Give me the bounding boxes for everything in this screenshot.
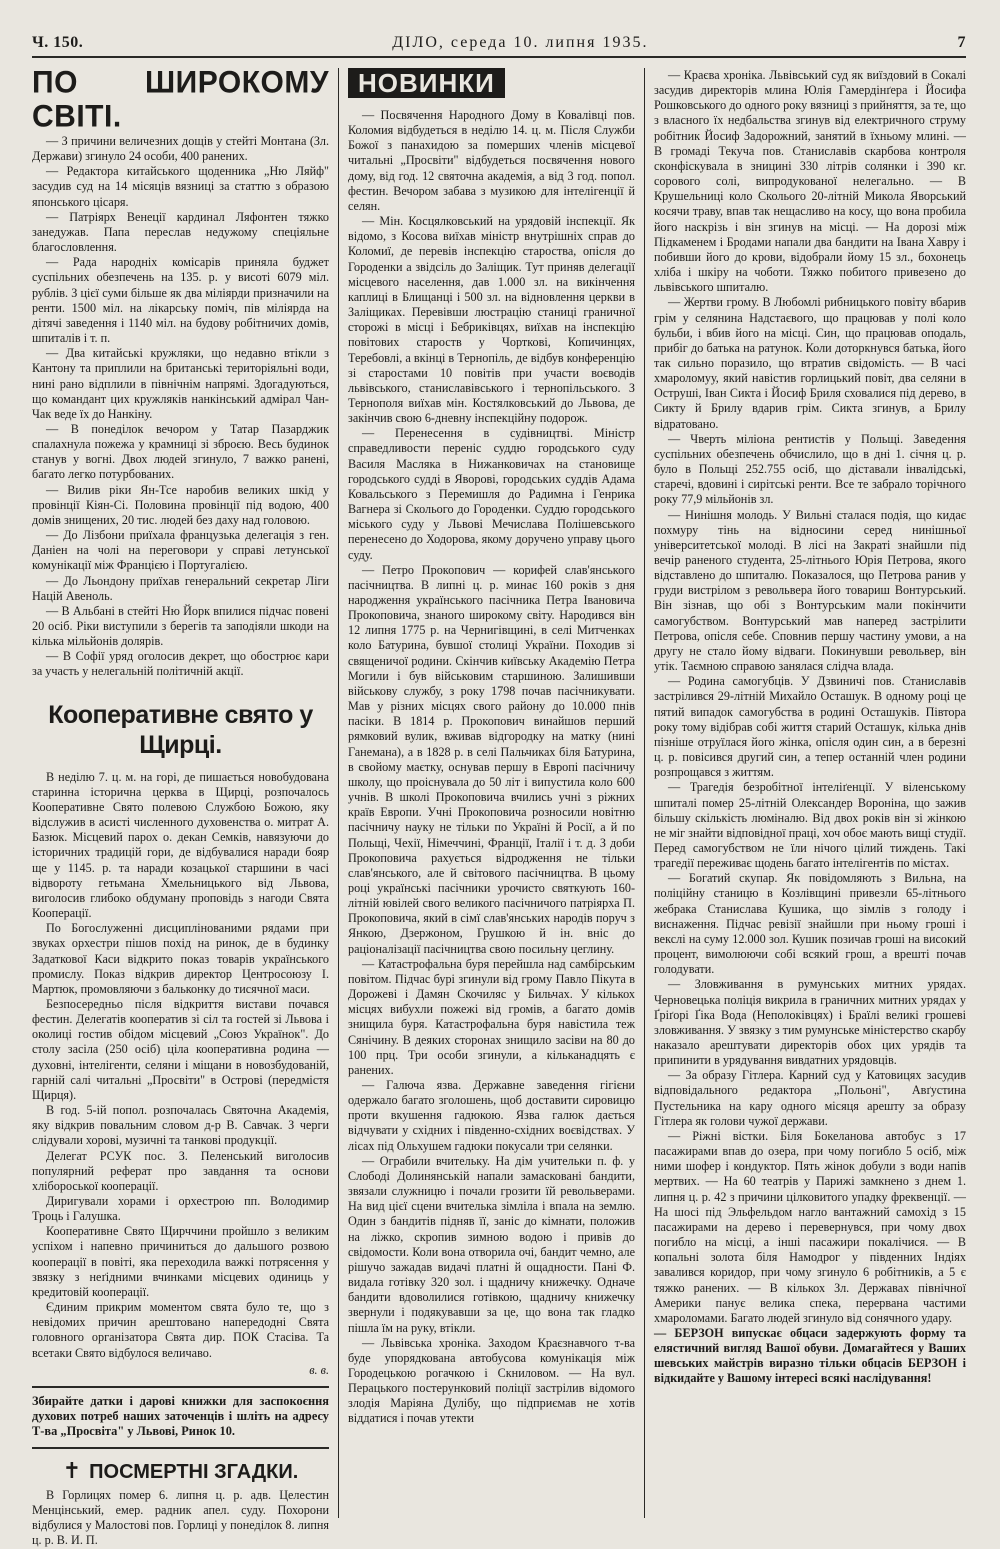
masthead (32, 30, 966, 58)
article-paragraph: — Редактора китайського щоденника „Ню Ляйф" засудив суд на 14 місяців вязниці за статтю з образою японського цісаря. (32, 164, 329, 209)
coop-festival-heading: Кооперативне свято у Щирці. (48, 700, 313, 759)
article-paragraph: — Родина самогубців. У Дзвиничі пов. Станиславів застрілився 29-літній Михайло Осташук. В одному році це пятий випадок самогубства в родині Осташуків. Півтора року тому відібрав собі життя старий Осташук, кілька днів пізніше отруїлася його жінка, опісля один син, а в березні ц. р. повісився другий син, а тепер останній член родини розпрощався з життям. (654, 674, 966, 780)
article-paragraph: — Рада народніх комісарів приняла буджет суспільних обезпечень на 135. р. у висоті 6079 міл. рублів. З цієї суми більше як два міліярди призначили на ренти. 1500 міл. на лікарську поміч, пів міліярда на дітячі заведення і 1140 міл. на будову робітничих домів, шпиталів і т. п. (32, 255, 329, 346)
obituary-heading (32, 1459, 329, 1484)
coop-festival-body (32, 770, 329, 1361)
article-paragraph: В Горлицях помер 6. липня ц. р. адв. Целестин Менцінський, емер. радник апел. суду. Похорони відбулися у Малостові пов. Горлиці у понеділок 8. липня ц. р. В. И. П. (32, 1487, 329, 1548)
issue-number: Ч. 150. (32, 34, 84, 51)
chronicle-body (654, 68, 966, 1326)
cross-icon: ✝ (62, 1457, 82, 1483)
article-paragraph: — Львівська хроніка. Заходом Краєзнавчого т-ва буде упорядкована автобусова комунікація між Городецькою рогачкою і Скниловом. — На вул. Перацького постерунковий поліції застрілив відомого злодія Маріяна Дулібу, що підприємав не хотів віддатися і почав утекти (348, 1335, 635, 1426)
article-paragraph: — Трагедія безробітної інтеліґенції. У віленському шпиталі помер 25-літній Олександер Вороніна, що зажив більшу скількість люміналю. Від двох років він зі жінкою не міг знайти відповідної праці, хоч обоє мають вищі студії. Перед самогубством не їли нічого цілий тиждень. Такі трагедії переживає щодень багато інтелігентів по містах. (654, 780, 966, 871)
article-paragraph: Безпосередньо після відкриття вистави почався фестин. Делегатів кооператив зі сіл та гостей зі Львова і околиці гостив обідом місцевий „Союз Українок". До столу засіла (250 осіб) ціла кооперативна родина — духовні, інтелігенти, селяни і міщани в новозбудованій, гарній салі читальні „Просвіти" в Острові (передмістя Щирця). (32, 996, 329, 1102)
article-paragraph: — В Софії уряд оголосив декрет, що обострює кари за участь у нелегальній політичній акції. (32, 649, 329, 679)
prosvita-notice: Збирайте датки і дарові книжки для заспокоєння духових потреб наших заточенців і шліть на адресу Т-ва „Просвіта" у Львові, Ринок 10. (32, 1393, 329, 1438)
news-body (348, 108, 635, 1427)
article-paragraph: В неділю 7. ц. м. на горі, де пишається новобудована старинна історична церква в Щирці, розпочалось Кооперативне Свято полевою Службою Божою, яку відслужив в асисті численного духовенства о. митрат А. Базюк. Місцевий парох о. декан Семків, навязуючи до історичних традицій гори, де відбувалися наради бояр ще у 1145. р. та наради козацької старшини в часі відвороту гетьмана Хмельницького від Львова, виголосив глибоко обдуману проповідь з нагоди Свята Кооперації. (32, 769, 329, 921)
article-paragraph: — Ріжні вістки. Біля Бокеланова автобус з 17 пасажирами впав до озера, при чому погибло 5 осіб, між ними шофер і кондуктор. Пять жінок добули з води напів мертвих. — На 60 театрів у Парижі замкнено з днем 1. липня ц. р. 42 з причини цілковитого упадку фреквенції. — На шосі під Эльфельдом нагло вантажний самохід з 15 пасажирами на дерево і перевернувся, при чому двох погибло на місці, а інші пасажири покалічися. — В копальні золота біля Намодрог у південних Індіях завалився коридор, при чому згинуло 6 робітників, а 5 є тяжко ранених. — В кількох Зл. Державах північної Америки панує велика спека, перервана частими хмароломами. Багато людей згинуло від сонячного удару. (654, 1128, 966, 1325)
article-paragraph: — Богатий скупар. Як повідомляють з Вильна, на поліційну станицю в Козлівщині привезли 65-літнього жебрака Станислава Кушика, що зімлів з голоду і виснаження. Підчас ревізії знайшли при ньому гроші і векслі на суму 12.000 зол. Кушик позичав гроші на високий процент, вимолюючи собі всякий грош, а врешті почав голодувати. (654, 871, 966, 977)
divider (32, 1386, 329, 1388)
article-paragraph: — Нинішня молодь. У Вильні сталася подія, що кидає похмуру тінь на відносини серед нинішньої університетської молоді. В лісі на Закраті знайшли під вечір раненого студента, 25-літнього Юрія Петрова, якого відставлено до шпиталю. Показалося, що Петрова ранив у груди вистрілом з револьвера його товариш Вонтурський. Він зізнав, що обі з Вонтурським мали покінчити самогубством. Вонтурський мав наперед застрілити Петрова, опісля себе. Сповнив першу частину умови, а на другу не стало йому відваги. Покинувши револьвер, він утік. Таємною справою занялася слідча влада. (654, 507, 966, 674)
column-right (644, 68, 966, 1518)
article-paragraph: — Краєва хроніка. Львівський суд як виїздовий в Сокалі засудив директорів млина Юлія Гамердінґера і Йосифа Рошковського до одного року вязниці з прийняття, за те, що з власного їх недбальства згинув від електричного струму робітник Йосиф Задорожний, занятий в їхньому млині. — В громаді Текуча пов. Станиславів скарбова контроля сконфіскувала в зницині 330 літрів солянки і 390 кг. сорового солі, випродукованої нелегально. — В Крушельниці коло Сколього 20-літній Микола Яворський косячи траву, впав так нещасливо на косу, що вона пробила його наскрізь і він згинув на місці. — На дорозі між Підкаменем і Бродами напали два бандити на Івана Хавру і побивши його до крови, відобрали йому 15 зл., бохонець хліба і шкіру на чоботи. Тяжко побитого привезено до львівського шпиталю. (654, 68, 966, 295)
article-paragraph: — Галюча язва. Державне заведення гігієни одержало багато зголошень, щоб доставити сировицю проти вкушення гадюкою. Язва галюк дається відчувати у східних і південно-східних воєвідствах. У лісах під Ольхушем гадюки покусали три селянки. (348, 1078, 635, 1153)
article-paragraph: — До Льондону приїхав генеральний секретар Ліги Націй Авеноль. (32, 573, 329, 603)
article-paragraph: — Ограбили вчительку. На дім учительки п. ф. у Слободі Долинянській напали замасковані бандити, звязали служницю і почали грозити їй револьверами. На вид цієї сцени вчителька зімліла і впала на землю. Один з бандитів підняв її, заніс до кімнати, положив на ліжко, скропив зимною водою і привів до свідомости. Коли вона отворила очі, бандит чемно, але рішучо зажадав видачі платні й ощадности. Пані Ф. видала готівку 320 зол. і щадничу книжечку. Одначе бандити вдоволилися готівкою, щадничу книжечку звернули і подякувавши за це, що вона так гладко пішла їм на руку, втікли. (348, 1153, 635, 1335)
article-paragraph: — Зловживання в румунських митних урядах. Черновецька поліція викрила в граничних митних урядах у Ґріґорі Ґіка Вода (Неполоківцях) і Браїлі великі грошеві зловживання. У звязку з тим румунське міністерство скарбу наказало арештувати директорів обох цих урядів та припинити в урядування вивдатних урядовців. (654, 977, 966, 1068)
article-paragraph: Делегат РСУК пос. З. Пеленський виголосив популярний реферат про завдання та основи хлібороської кооперації. (32, 1148, 329, 1193)
world-news-body (32, 134, 329, 680)
article-paragraph: Єдиним прикрим моментом свята було те, що з невідомих причин арештовано напередодні Свята головного організатора Свята дир. ПОК Стасіва. Та всетаки Свято відбулося величаво. (32, 1300, 329, 1360)
masthead-title-date: ДІЛО, середа 10. липня 1935. (392, 34, 649, 51)
world-news-heading: ПО ШИРОКОМУ СВІТІ. (32, 65, 329, 134)
page-number: 7 (957, 34, 966, 51)
article-paragraph: — Жертви грому. В Любомлі рибницького повіту вбарив грім у селянина Надстаєвого, що працював у полі коло бульби, і вбив його на місці. Син, що працював оподаль, прибіг до батька на ратунок. Коли доторкнувся батька, його так сильно поразило, що втратив свідомість. — В часі хмароломуу, який навістив горлицький повіт, два селяни в Оструші, Іван Сикта і Йосиф Бриля сховалися під дерево, в Сикту й Брилу вдарив грім. Сикта згинув, а Брилу відратовано. (654, 295, 966, 431)
column-middle (338, 68, 644, 1518)
article-paragraph: — Патріярх Венеції кардинал Ляфонтен тяжко занедужав. Папа переслав недужому спеціяльне благословлення. (32, 209, 329, 255)
article-paragraph: — Мін. Косцялковський на урядовій інспекції. Як відомо, з Косова виїхав міністр внутрішніх справ до Коломиї, де перевів інспекцію староства, опісля до Городенки а звідсіль до Заліщик. Тут приняв делегації місцевого населення, дав 1.000 зл. на викінчення каплиці в Блищанці і 500 зл. на відновлення церкви в Заліщиках. Перевівши люстрацію станиці граничної сторожі в місці і Бебриківцях, виїхав на інспекцію повітових староств у Чорткові, Копичинцях, Теребовлі, а вкінці в Тернопіль, де відбув конференцію зі старостами 10 повітів при участи воєводів львівського, станиславівського і тернопільського. З Тернополя виїхав мін. Костялковський до Львова, де закінчив свою 6-дневну інспекційну подорож. (348, 214, 635, 426)
article-paragraph: — Перенесення в судівництві. Міністр справедливости переніс суддю городського суду Василя Масляка в Нижанковичах на становище городського судді в Яворові, городських суддів Адама Ковальського з Перемишля до Радимна і Генрика Вагнера зі Сколього до Городенки. Суддю городського міського суду у Львові Мечислава Полішевського перенесено до Ходорова, якому доручено управу цього суду. (348, 426, 635, 562)
article-paragraph: — Катастрофальна буря перейшла над самбірським повітом. Підчас бурі згинули від грому Павло Пікута в Дорожеві і Дамян Скочиляс у Бильчах. У кількох місцях вибухли пожежі від громів, а багато домів знищила буря. Катастрофальна буря навістила теж Сянічину. В деяких сторонах знищило засіви на 80 до 100 прц. Три особи згинули, а кільканадцять є ранених. (348, 956, 635, 1077)
news-heading: НОВИНКИ (348, 68, 505, 98)
columns (32, 65, 966, 1548)
berzon-advertisement: — БЕРЗОН випускає обцаси задержують форму та елястичний вигляд Вашої обуви. Домагайтеся у Ваших шевських майстрів виразно тільки обцасів БЕРЗОН і відкидайте у Вашому інтересі всякі наслідування! (654, 1325, 966, 1386)
column-left (32, 65, 338, 1548)
article-paragraph: По Богослуженні дисциплінованими рядами при звуках орхестри пішов похід на ринок, де в будинку Задаткової Каси відкрито показ товарів українського промислу. Показ відкрив директор Центросоюзу І. Мартюк, промовляючи з бальконку до тисячної маси. (32, 921, 329, 996)
article-paragraph: — Посвячення Народного Дому в Ковалівці пов. Коломия відбудеться в неділю 14. ц. м. Після Служби Божої з панахидою за померших членів місцевої читальні „Просвіти" відбудеться посвячення нового дому, від год. 12 святочна академія, а від 3 год. попол. фестин. Вечором забава з музикою для інтелігенції й селян. (348, 108, 635, 213)
article-paragraph: В год. 5-ій попол. розпочалась Святочна Академія, яку відкрив повальним словом д-р В. Савчак. З черги слідували хорові, музичні та танкові продукції. (32, 1103, 329, 1148)
article-paragraph: — В понеділок вечором у Татар Пазарджик спалахнула пожежа у крамниці зі зброєю. Весь будинок станув у вогні. Двох людей згинуло, 7 важко ранені, багато легко потурбованих. (32, 421, 329, 482)
article-paragraph: — З причини величезних дощів у стейті Монтана (Зл. Держави) згинуло 24 особи, 400 ранених. (32, 134, 329, 164)
obituary-heading-text: ПОСМЕРТНІ ЗГАДКИ. (89, 1460, 299, 1483)
article-paragraph: Кооперативне Свято Щирччини пройшло з великим успіхом і напевно причиниться до дальшого розвою кооперації в повіті, яка переходила важкі потрясення у звязку з неґідними вчинками місцевих одиниць у кредитовій кооперації. (32, 1224, 329, 1299)
coop-signature: в. в. (309, 1362, 329, 1377)
article-paragraph: — Петро Прокопович — корифей слав'янського пасічництва. В липні ц. р. минає 160 років з дня народження українського пасічника Петра Івановича Прокоповича, знаного широкому світу. Народився він 12 липня 1775 р. на Чернигівщині, в селі Митченках коло Батурина, бувшої столиці України. Походив зі священичої родини. Скінчив київську Академію Петра Могили і був військовим старшиною. Залишивши військову службу, з року 1798 почав пасічникувати. Мав у різних місцях свого району до 10.000 пнів пасіки. В 1814 р. Прокопович винайшов перший рямковий вулик, вживав відгородку на матку (нині Ганемана), а в 1828 р. в селі Пальчиках біля Батурина, в свойому маєтку, оснував першу в Европі пасічничу школу, що проіснувала до 50 літ і випустила коло 600 учнів. В школі Прокоповича вчились учні з ріжних країв Европи. Учні Прокоповича розносили новітню пасічничу науку не тільки по Україні й Росії, а й по Польщі, Чехії, Німеччині, Франції, Італії і т. д. З доби Прокоповича рахується відродження не тільки слав'янського, але й світового пасічництва. В цьому році українські пасічники урочисто святкують 160-літній ювілей свого великого пасічничого патріярха П. Прокоповича, який в сімї слав'янських народів поруч з Янкою, Дзержоном, Грушкою й ін. вніс до раціоналізації пасічництва свою посильну цеглину. (348, 562, 635, 956)
article-paragraph: — Вилив ріки Ян-Тсе наробив великих шкід у провінції Кіян-Сі. Половина провінції під водою, 400 домів знищених, 20 тис. людей без даху над головою. (32, 482, 329, 527)
article-paragraph: Диригували хорами і орхестрою пп. Володимир Троць і Галушка. (32, 1194, 329, 1224)
article-paragraph: — До Лізбони приїхала французька делегація з ген. Даніен на чолі на переговори у справі летунської комунікації між Францією і Португалією. (32, 528, 329, 573)
article-paragraph: — Два китайські кружляки, що недавно втікли з Кантону та приплили на британські територіяльні води, нині рано відплили в північнім напрямі. Здогадуються, що командант цих кружляків нанкінський адмірал Чан-Чак веде їх до Нанкіну. (32, 346, 329, 421)
article-paragraph: — В Альбані в стейті Ню Йорк впилися підчас повені 20 осіб. Ріки виступили з берегів та заподіяли шкоди на кілька мільйонів долярів. (32, 603, 329, 649)
article-paragraph: — За образу Гітлера. Карний суд у Катовицях засудив відповідального редактора „Польоні", Авґустина Пустельника на кару одного місяця арешту за образу Гітлера як голови чужої держави. (654, 1068, 966, 1128)
obituary-body (32, 1488, 329, 1549)
divider (32, 1447, 329, 1449)
article-paragraph: — Чверть міліона рентистів у Польщі. Заведення суспільних обезпечень обчислило, що в дні 1. січня ц. р. було в Польщі 252.755 осіб, що діставали інвалідські, старечі, вдовині і сирітські ренти. Все те забрало торічного року 77,9 мільйонів зл. (654, 431, 966, 507)
